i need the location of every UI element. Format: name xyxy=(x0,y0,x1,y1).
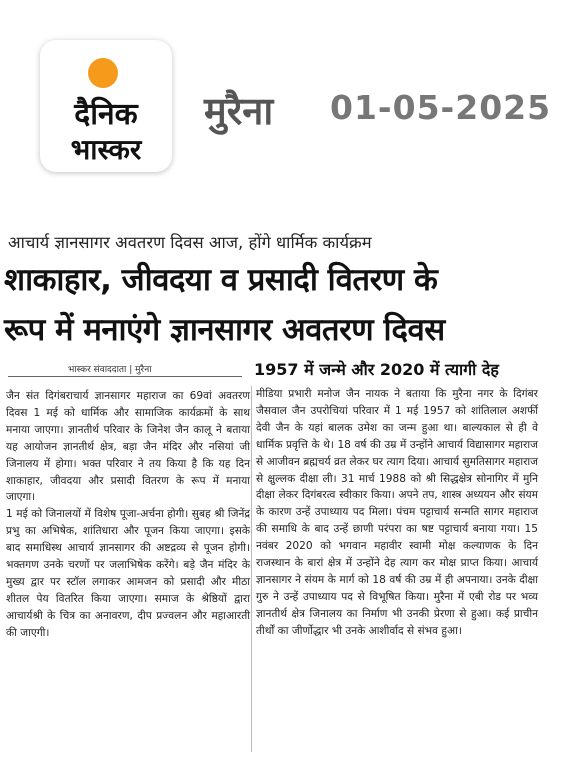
publication-date: 01-05-2025 xyxy=(330,88,552,127)
sun-icon xyxy=(88,58,118,88)
byline-rule xyxy=(8,376,242,377)
paragraph-1: जैन संत दिगंबराचार्य ज्ञानसागर महाराज का 69वां अवतरण दिवस 1 मई को धार्मिक और सामाजिक कार्यक्रमों के साथ मनाया जाएगा। ज्ञानतीर्थ परिवार के जिनेश जैन कालू ने बताया यह आयोजन ज्ञानतीर्थ क्षेत्र, बड़ा जैन मंदिर और नसियां जी जिनालय में होगा। भक्त परिवार ने तय किया है कि यह दिन शाकाहार, जीवदया और प्रसादी वितरण के रूप में मनाया जाएगा। xyxy=(6,390,250,504)
clipping-bottom-edge xyxy=(0,752,586,767)
article-kicker: आचार्य ज्ञानसागर अवतरण दिवस आज, होंगे धार्मिक कार्यक्रम xyxy=(8,233,372,252)
logo-line-2: भास्कर xyxy=(70,133,142,166)
column-divider xyxy=(251,386,252,752)
article-column-left xyxy=(6,388,250,642)
clipping-header xyxy=(0,0,586,190)
city-name: मुरैना xyxy=(204,89,274,133)
headline-line-2: रूप में मनाएंगे ज्ञानसागर अवतरण दिवस xyxy=(4,312,445,348)
paragraph-3: मीडिया प्रभारी मनोज जैन नायक ने बताया कि मुरैना नगर के दिगंबर जैसवाल जैन उपरोचियां परिवार में 1 मई 1957 को शांतिलाल अशर्फी देवी जैन के यहां बालक उमेश का जन्म हुआ था। बाल्यकाल से ही वे धार्मिक प्रवृत्ति के थे। 18 वर्ष की उम्र में उन्होंने आचार्य विद्यासागर महाराज से आजीवन ब्रह्मचर्य व्रत लेकर घर त्याग दिया। आचार्य सुमतिसागर महाराज से क्षुल्लक दीक्षा ली। 31 मार्च 1988 को श्री सिद्धक्षेत्र सोनागिर में मुनि दीक्षा लेकर दिगंबरत्व स्वीकार किया। अपने तप, शास्त्र अध्ययन और संयम के कारण उन्हें उपाध्याय पद मिला। पंचम पट्टाचार्य सन्मति सागर महाराज की समाधि के बाद उन्हें छाणी परंपरा का षष्ट पट्टाचार्य बनाया गया। 15 नवंबर 2020 को भगवान महावीर स्वामी मोक्ष कल्याणक के दिन राजस्थान के बारां क्षेत्र में उन्होंने देह त्याग कर मोक्ष प्राप्त किया। आचार्य ज्ञानसागर ने संयम के मार्ग को 18 वर्ष की उम्र में ही अपनाया। उनके दीक्षा गुरु ने उन्हें उपाध्याय पद से विभूषित किया। मुरैना में एबी रोड पर भव्य ज्ञानतीर्थ क्षेत्र जिनालय का निर्माण भी उनकी प्रेरणा से हुआ। कई प्राचीन तीर्थों का जीर्णोद्धार भी उनके आशीर्वाद से संभव हुआ। xyxy=(256,388,538,637)
headline-line-1: शाकाहार, जीवदया व प्रसादी वितरण के xyxy=(4,262,438,298)
article-column-right xyxy=(256,386,538,640)
logo-line-1: दैनिक xyxy=(74,97,138,132)
dainik-bhaskar-logo xyxy=(40,40,172,172)
byline: भास्कर संवाददाता | मुरैना xyxy=(68,365,152,375)
paragraph-2: 1 मई को जिनालयों में विशेष पूजा-अर्चना होगी। सुबह श्री जिनेंद्र प्रभु का अभिषेक, शांतिधारा और पूजन किया जाएगा। इसके बाद समाधिस्थ आचार्य ज्ञानसागर की अष्टद्रव्य से पूजन होगी। भक्तगण उनके चरणों पर जलाभिषेक करेंगे। बड़े जैन मंदिर के मुख्य द्वार पर स्टॉल लगाकर आमजन को प्रसादी और मीठा शीतल पेय वितरित किया जाएगा। समाज के श्रेष्ठियों द्वारा आचार्यश्री के चित्र का अनावरण, दीप प्रज्वलन और महाआरती की जाएगी। xyxy=(6,508,250,639)
subheading: 1957 में जन्मे और 2020 में त्यागी देह xyxy=(254,360,499,379)
